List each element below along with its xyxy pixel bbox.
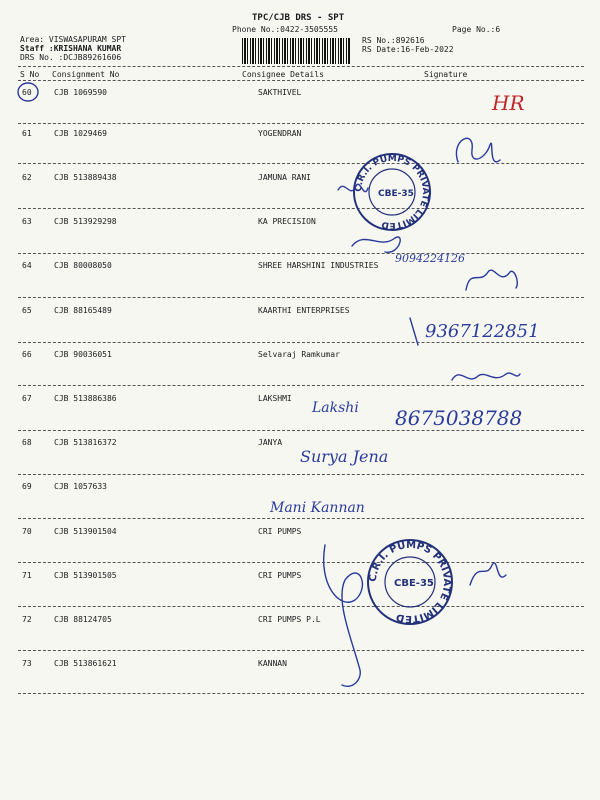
page-number: Page No.:6 (452, 25, 501, 34)
signature-row65 (410, 318, 418, 345)
row-consignee: LAKSHMI (258, 394, 292, 403)
signature-row60: HR (492, 91, 525, 115)
row-consignment: CJB 513901504 (54, 527, 117, 536)
row-consignee: KAARTHI ENTERPRISES (258, 306, 350, 315)
row-sno: 71 (22, 571, 32, 580)
page-title: TPC/CJB DRS - SPT (252, 13, 345, 23)
phone-row67: 8675038788 (395, 406, 523, 430)
row-consignee: KA PRECISION (258, 217, 316, 226)
rs-date: RS Date:16-Feb-2022 (362, 45, 454, 54)
row-sno: 70 (22, 527, 32, 536)
row-consignee: JANYA (258, 438, 283, 447)
row-consignment: CJB 90036051 (54, 350, 112, 359)
row-consignment: CJB 513929298 (54, 217, 117, 226)
signature-rows70-73 (324, 545, 363, 686)
column-header-consignment: Consignment No (52, 70, 120, 79)
circle-mark (18, 83, 38, 101)
row-sno: 65 (22, 306, 32, 315)
row-consignee: KANNAN (258, 659, 287, 668)
row-sno: 66 (22, 350, 32, 359)
signature-row71 (470, 563, 506, 585)
column-header-sno: S No (20, 70, 40, 79)
column-header-consignee: Consignee Details (242, 70, 324, 79)
row-consignment: CJB 513901505 (54, 571, 117, 580)
row-consignment: CJB 513889438 (54, 173, 117, 182)
row-consignment: CJB 88124705 (54, 615, 112, 624)
signature-row64 (466, 270, 517, 290)
row-sno: 61 (22, 129, 32, 138)
row-consignee: Selvaraj Ramkumar (258, 350, 340, 359)
rs-number: RS No.:892616 (362, 36, 425, 45)
signature-row67: Lakshi (312, 400, 359, 416)
signature-row69: Mani Kannan (270, 500, 365, 516)
svg-text:CBE-35: CBE-35 (394, 578, 434, 589)
signature-row63 (352, 237, 400, 252)
row-sno: 64 (22, 261, 32, 270)
row-consignee: CRI PUMPS P.L (258, 615, 321, 624)
row-sno: 63 (22, 217, 32, 226)
row-consignment: CJB 513861621 (54, 659, 117, 668)
row-sno: 73 (22, 659, 32, 668)
row-consignee: SHREE HARSHINI INDUSTRIES (258, 261, 379, 270)
phone-row65: 9367122851 (425, 321, 540, 342)
svg-text:C.R.I. PUMPS PRIVATE LIMITED: C.R.I. PUMPS PRIVATE LIMITED (367, 539, 453, 625)
signature-row68: Surya Jena (300, 447, 389, 466)
svg-text:CBE-35: CBE-35 (378, 189, 414, 199)
phone-number: Phone No.:0422-3505555 (232, 25, 338, 34)
row-consignee: CRI PUMPS (258, 571, 302, 580)
row-sno: 67 (22, 394, 32, 403)
row-consignment: CJB 1057633 (54, 482, 107, 491)
company-stamp (368, 540, 452, 624)
row-sno: 72 (22, 615, 32, 624)
row-consignee: CRI PUMPS (258, 527, 302, 536)
row-consignee: JAMUNA RANI (258, 173, 311, 182)
drs-number: DRS No. :DCJB89261606 (20, 53, 122, 62)
staff-label: Staff :KRISHANA KUMAR (20, 44, 122, 53)
row-consignment: CJB 1069590 (54, 88, 107, 97)
row-consignee: YOGENDRAN (258, 129, 302, 138)
column-header-signature: Signature (424, 70, 468, 79)
phone-row63: 9094224126 (395, 252, 465, 265)
signature-row66 (452, 373, 520, 380)
row-sno: 68 (22, 438, 32, 447)
signature-row61 (456, 138, 500, 162)
row-sno: 62 (22, 173, 32, 182)
svg-text:C.R.I. PUMPS PRIVATE LIMITED: C.R.I. PUMPS PRIVATE LIMITED (353, 153, 431, 231)
row-consignment: CJB 1029469 (54, 129, 107, 138)
row-consignment: CJB 513816372 (54, 438, 117, 447)
row-consignment: CJB 80008050 (54, 261, 112, 270)
row-consignment: CJB 88165489 (54, 306, 112, 315)
row-consignee: SAKTHIVEL (258, 88, 302, 97)
row-consignment: CJB 513886386 (54, 394, 117, 403)
row-sno: 60 (22, 88, 32, 97)
row-sno: 69 (22, 482, 32, 491)
area-label: Area: VISWASAPURAM SPT (20, 35, 126, 44)
